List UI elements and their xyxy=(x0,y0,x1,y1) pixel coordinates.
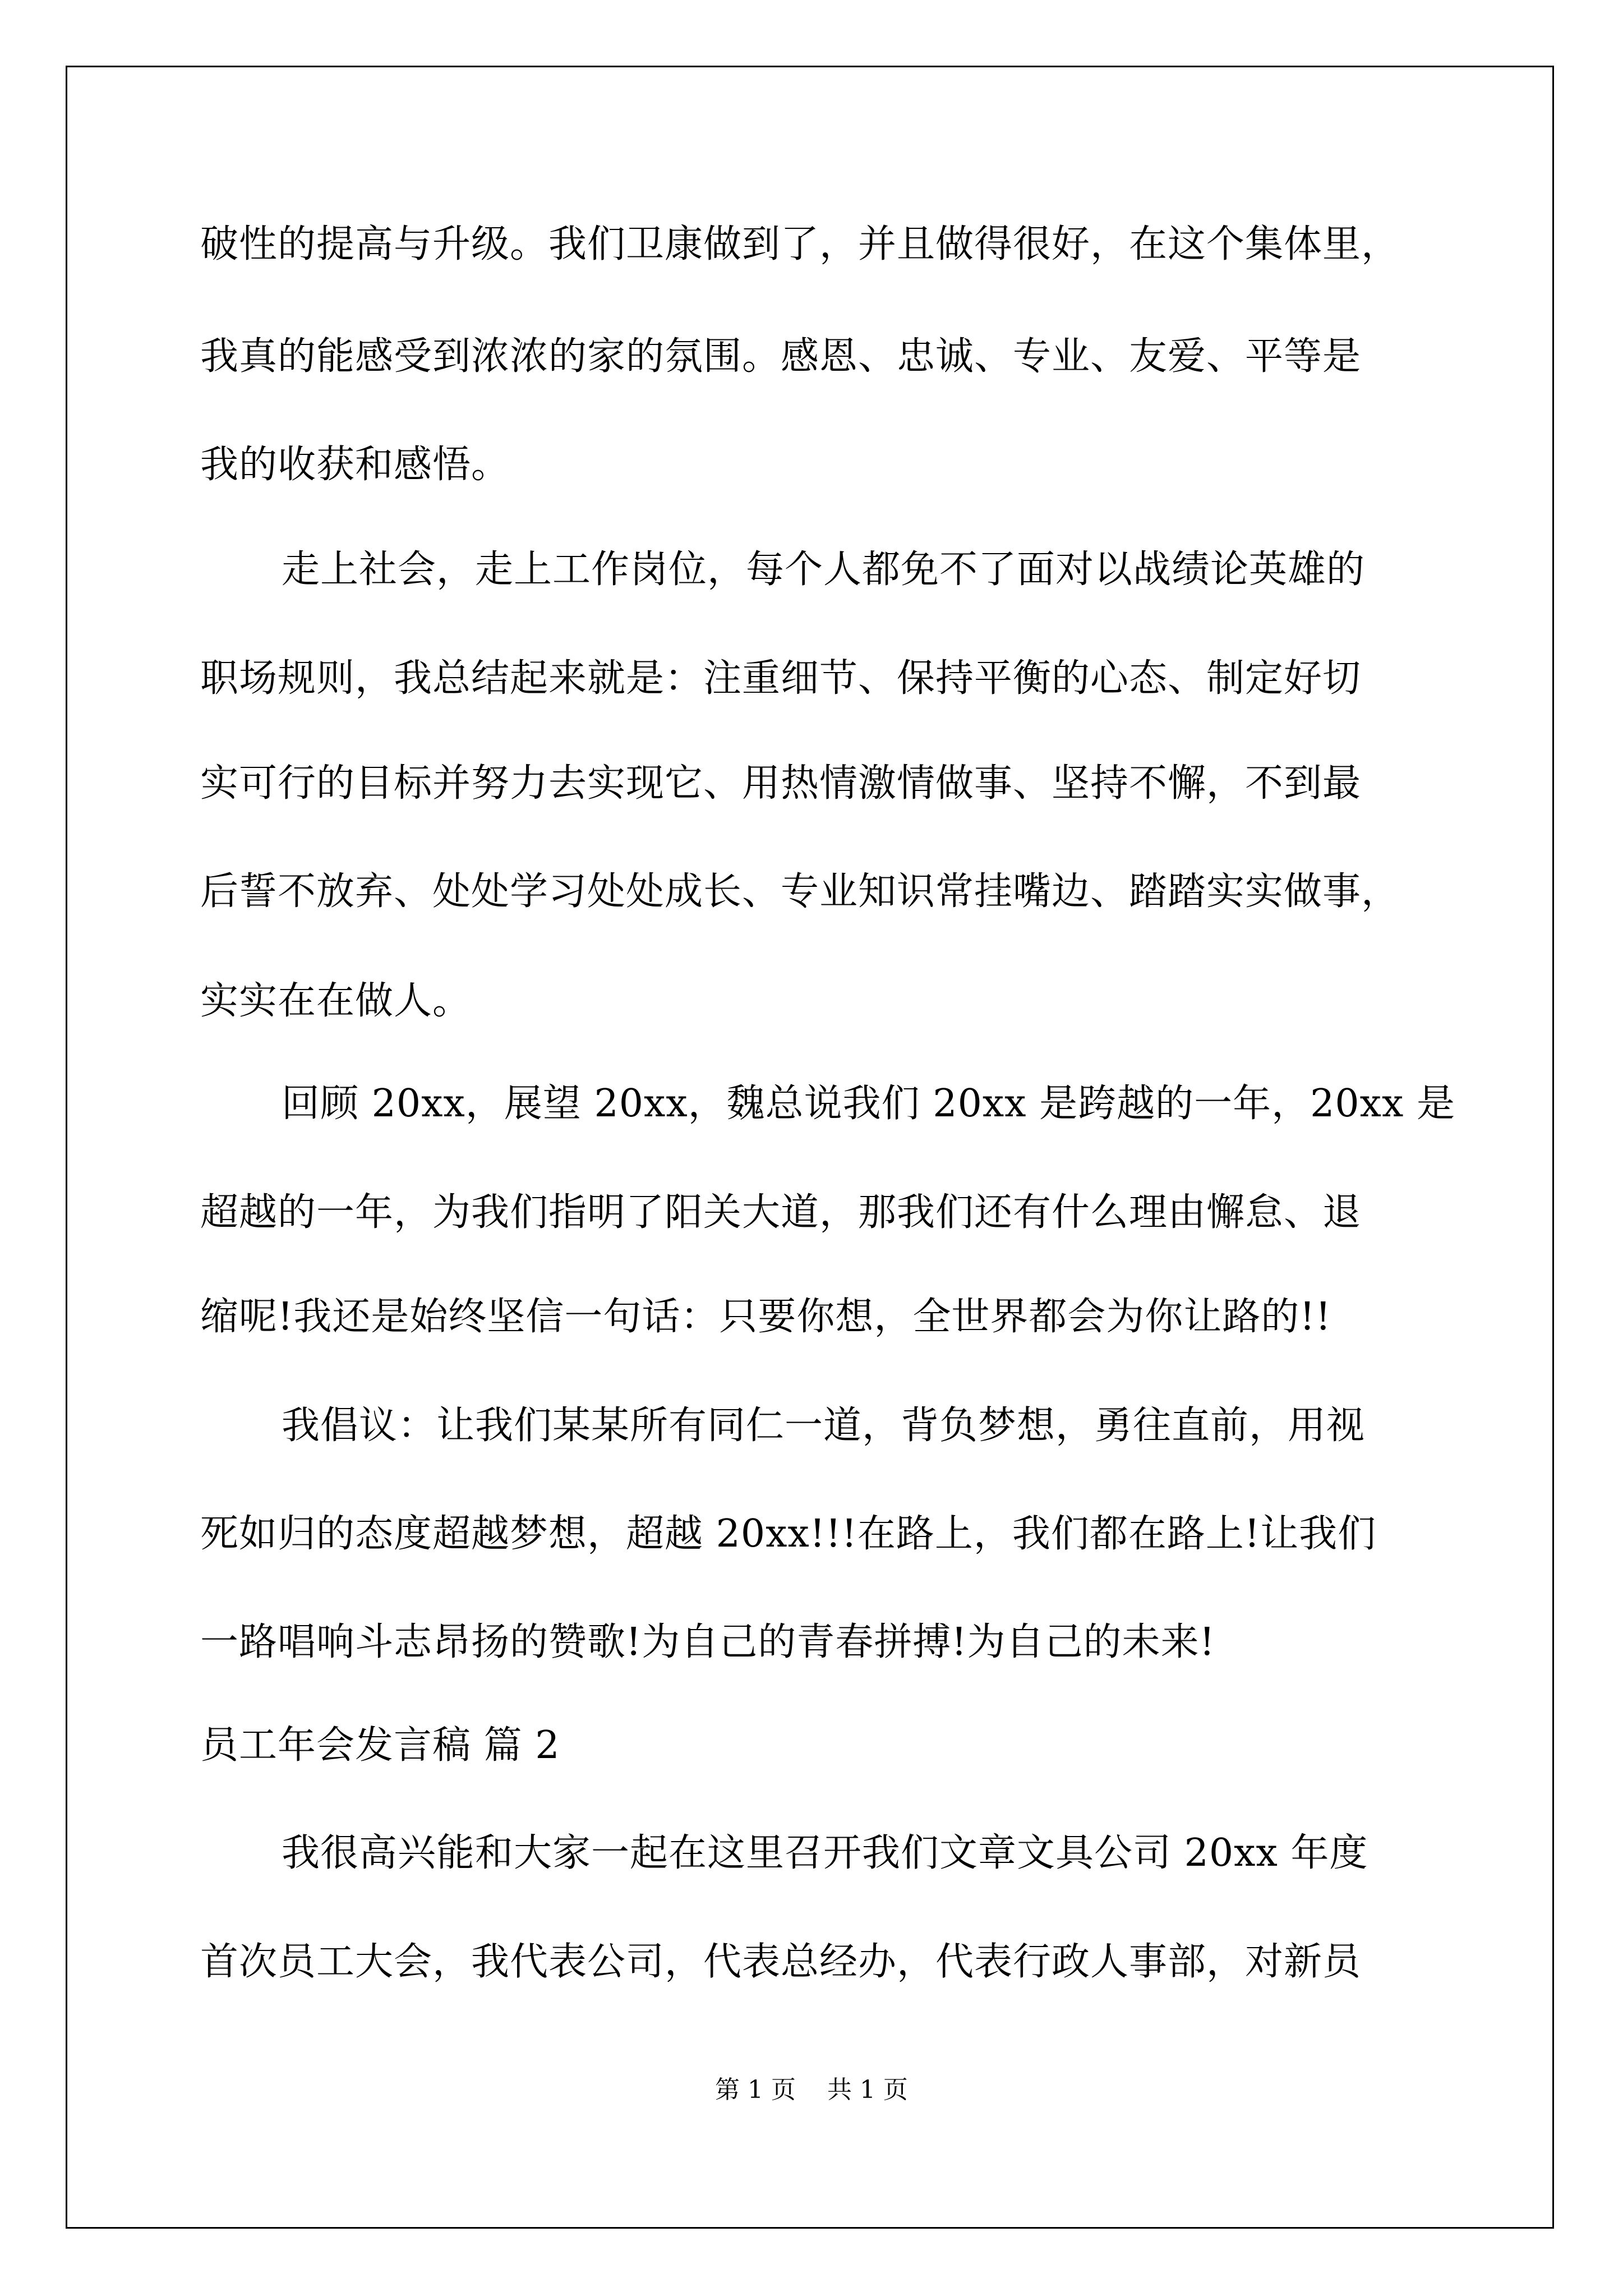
page-border xyxy=(66,66,1554,2229)
body-line: 死如归的态度超越梦想，超越 20xx!!!在路上，我们都在路上!让我们 xyxy=(200,1512,1377,1556)
body-line: 一路唱响斗志昂扬的赞歌!为自己的青春拼搏!为自己的未来! xyxy=(200,1620,1215,1664)
body-line: 首次员工大会，我代表公司，代表总经办，代表行政人事部，对新员 xyxy=(200,1940,1362,1984)
body-line: 缩呢!我还是始终坚信一句话：只要你想，全世界都会为你让路的!! xyxy=(200,1295,1331,1339)
paragraph-start-line: 走上社会，走上工作岗位，每个人都免不了面对以战绩论英雄的 xyxy=(282,547,1366,592)
body-line: 后誓不放弃、处处学习处处成长、专业知识常挂嘴边、踏踏实实做事， xyxy=(200,869,1400,914)
body-line: 我真的能感受到浓浓的家的氛围。感恩、忠诚、专业、友爱、平等是 xyxy=(200,334,1362,379)
body-line: 超越的一年，为我们指明了阳关大道，那我们还有什么理由懈怠、退 xyxy=(200,1190,1362,1235)
body-line: 我的收获和感悟。 xyxy=(200,443,510,487)
body-line: 破性的提高与升级。我们卫康做到了，并且做得很好，在这个集体里， xyxy=(200,222,1400,266)
paragraph-start-line: 回顾 20xx，展望 20xx，魏总说我们 20xx 是跨越的一年，20xx 是 xyxy=(282,1082,1455,1126)
body-line: 实可行的目标并努力去实现它、用热情激情做事、坚持不懈，不到最 xyxy=(200,761,1362,806)
page-number-footer: 第 1 页 共 1 页 xyxy=(715,2076,908,2104)
section-heading: 员工年会发言稿 篇 2 xyxy=(200,1723,560,1768)
paragraph-start-line: 我很高兴能和大家一起在这里召开我们文章文具公司 20xx 年度 xyxy=(282,1831,1368,1875)
body-line: 实实在在做人。 xyxy=(200,979,472,1023)
body-line: 职场规则，我总结起来就是：注重细节、保持平衡的心态、制定好切 xyxy=(200,656,1362,701)
paragraph-start-line: 我倡议：让我们某某所有同仁一道，背负梦想，勇往直前，用视 xyxy=(282,1404,1366,1448)
